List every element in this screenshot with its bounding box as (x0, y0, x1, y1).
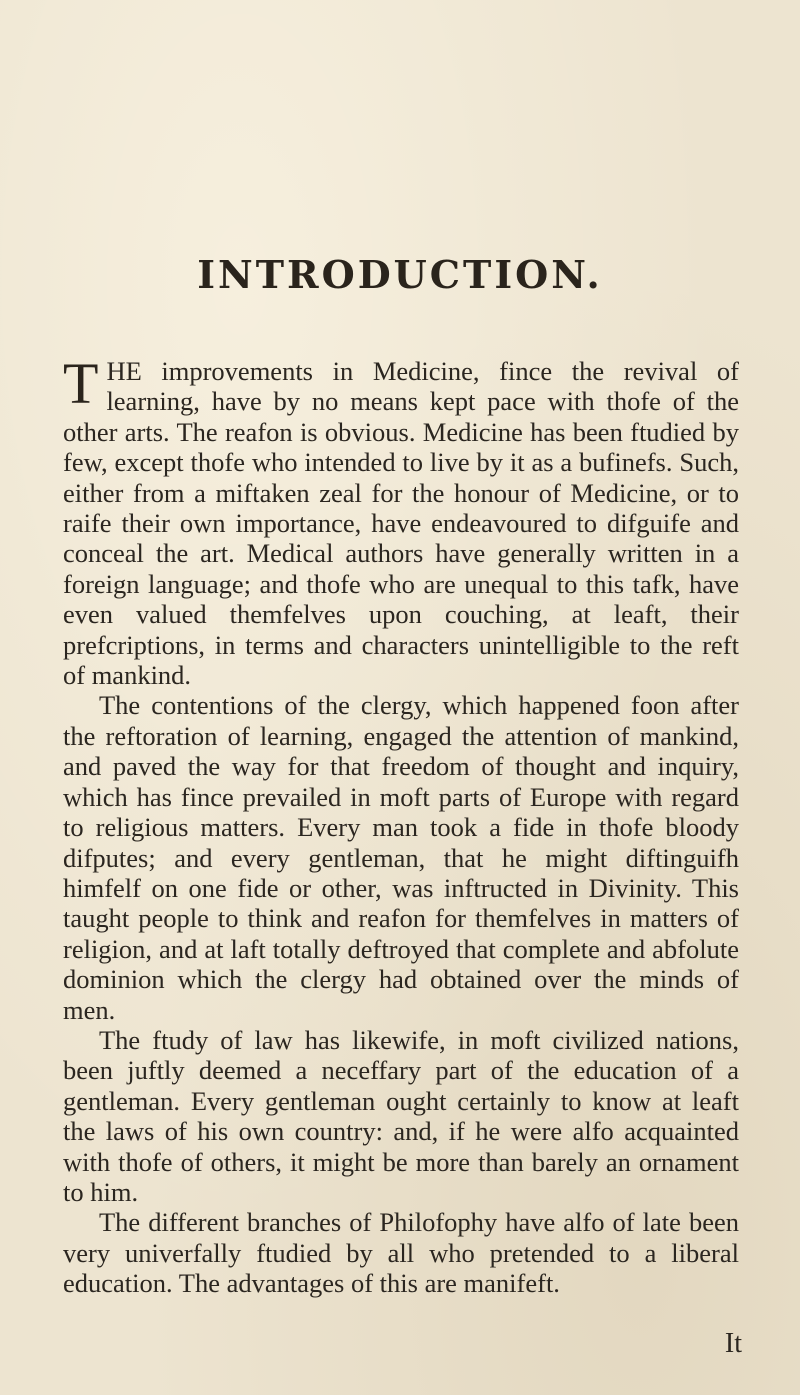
paragraph-2: The contentions of the clergy, which happened foon after the reftoration of learning, engaged the attention of mankind, and paved the way for that freedom of thought and inquiry, which has fince prevailed in moft parts of Europe with regard to religious matters. Every man took a fide in thofe bloody difputes; and every gentleman, that he might diftinguifh himfelf on one fide or other, was inftructed in Divinity. This taught people to think and reafon for themfelves in matters of religion, and at laft totally deftroyed that complete and abfolute dominion which the clergy had obtained over the minds of men. (63, 690, 739, 1025)
chapter-heading: INTRODUCTION. (197, 252, 603, 297)
catchword: It (724, 1328, 742, 1359)
paragraph-4: The different branches of Philofophy have alfo of late been very univerfally ftudied by all who pretended to a liberal education. The advantages of this are manifeft. (63, 1207, 739, 1299)
paragraph-1 (63, 351, 739, 691)
drop-cap-letter: T (63, 351, 99, 416)
paragraph-3: The ftudy of law has likewife, in moft civilized nations, been juftly deemed a neceffary part of the education of a gentleman. Every gentleman ought certainly to know at leaft the laws of his own country: and, if he were alfo acquainted with thofe of others, it might be more than barely an ornament to him. (63, 1024, 739, 1207)
body-text (63, 351, 739, 1299)
paragraph-1-text: HE improvements in Medicine, fince the revival of learning, have by no means kept pace with thofe of the other arts. The reafon is obvious. Medicine has been ftudied by few, except thofe who intended to live by it as a bufinefs. Such, either from a miftaken zeal for the honour of Medicine, or to raife their own importance, have endeavoured to difguife and conceal the art. Medical authors have generally written in a foreign language; and thofe who are unequal to this tafk, have even valued themfelves upon couching, at leaft, their prefcriptions, in terms and characters unintelligible to the reft of mankind. (63, 356, 739, 691)
